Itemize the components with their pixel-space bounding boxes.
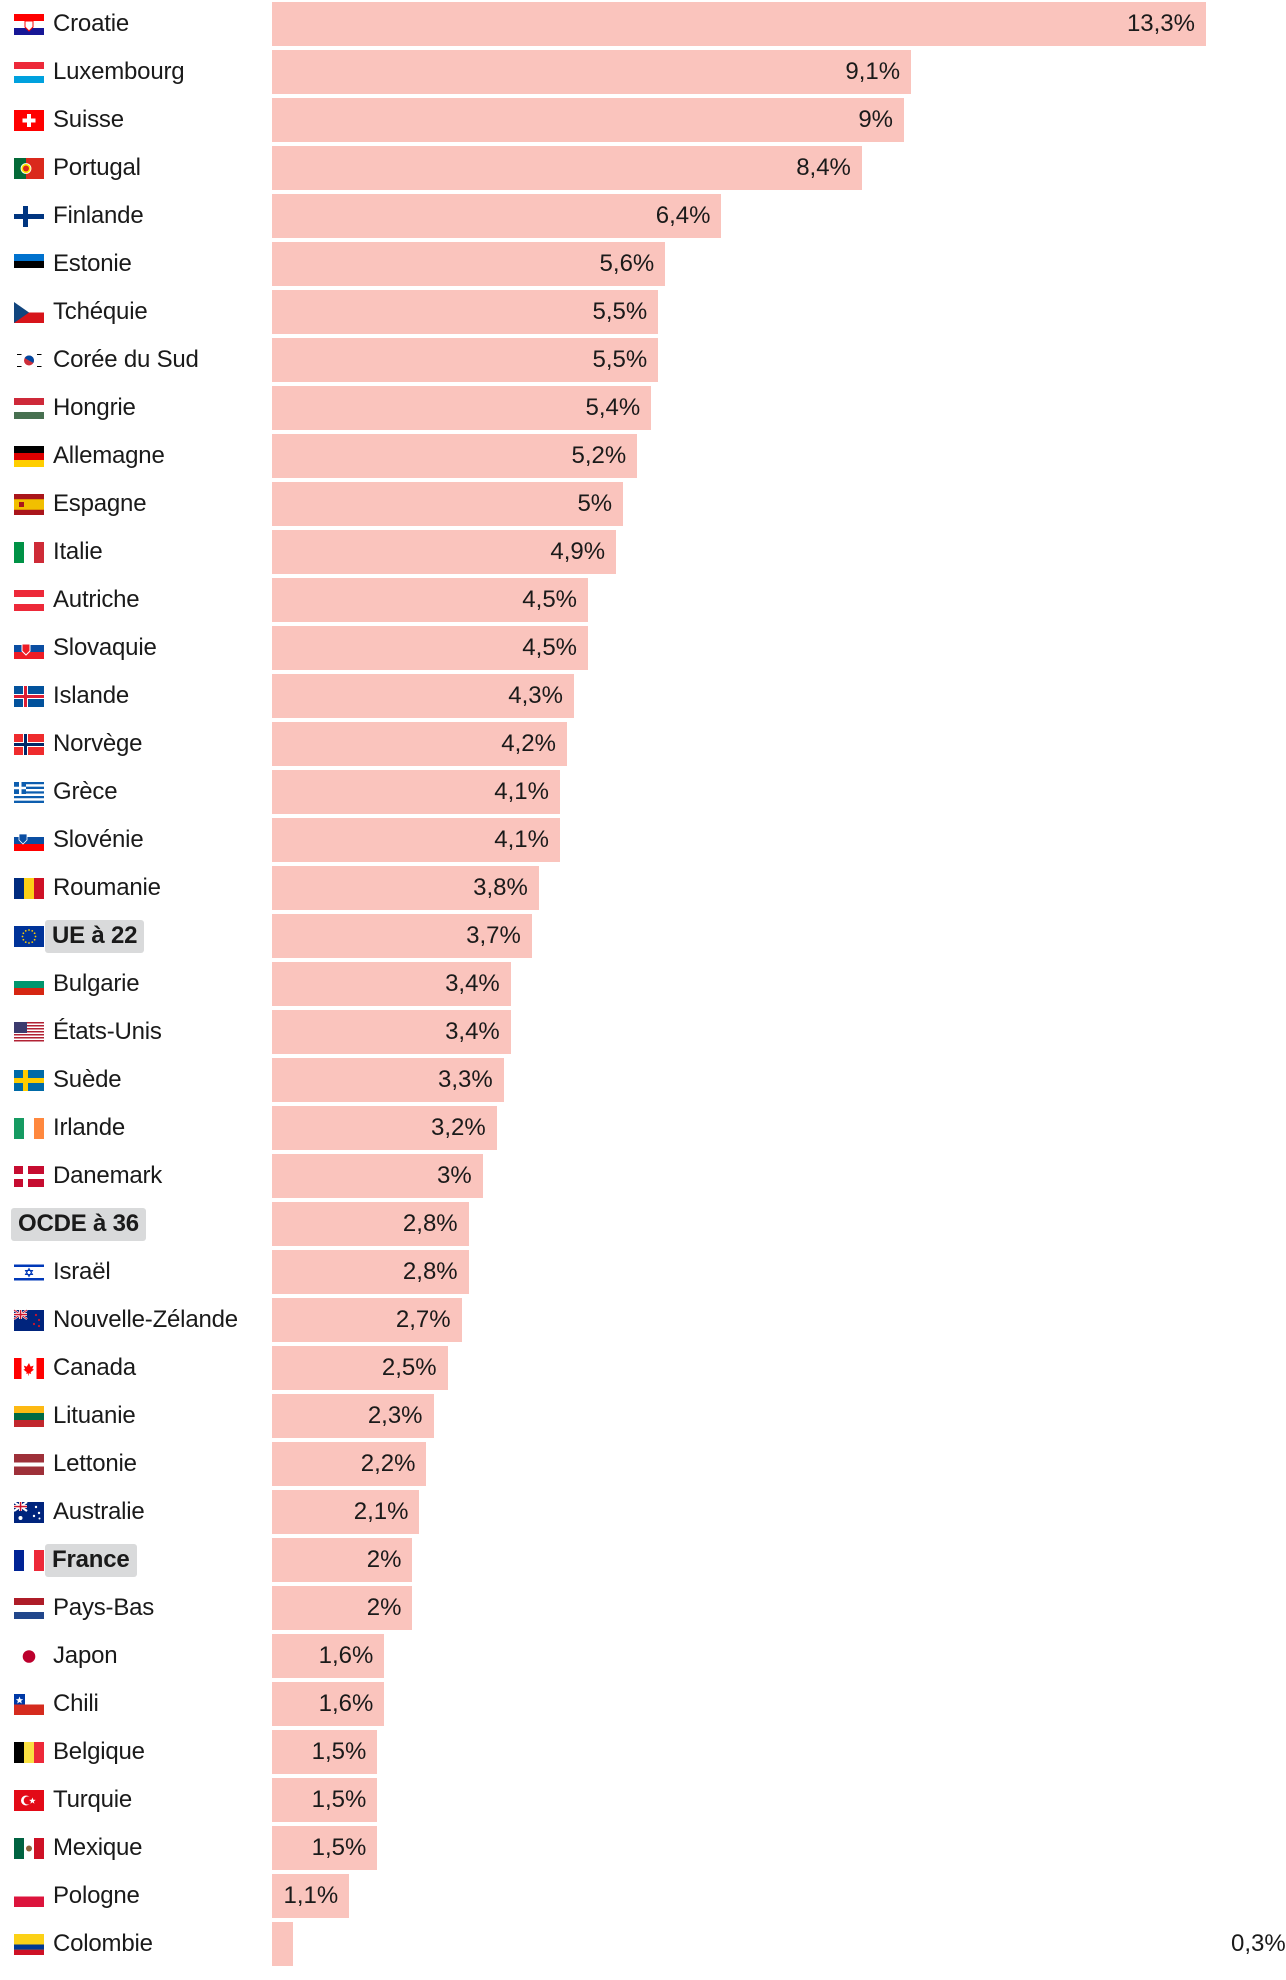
flag-suede-icon bbox=[14, 1070, 44, 1091]
bar-value-label: 8,4% bbox=[796, 154, 851, 181]
country-label-cell bbox=[0, 1354, 272, 1382]
flag-israel-icon bbox=[14, 1262, 44, 1283]
chart-row bbox=[0, 1872, 1220, 1920]
country-label-cell bbox=[0, 1018, 272, 1046]
flag-tchequie-icon bbox=[14, 302, 44, 323]
country-name: Belgique bbox=[53, 1738, 145, 1765]
chart-row bbox=[0, 1776, 1220, 1824]
flag-pologne-icon bbox=[14, 1886, 44, 1907]
bar-track bbox=[272, 816, 1220, 864]
flag-espagne-icon bbox=[14, 494, 44, 515]
bar bbox=[272, 818, 560, 862]
bar bbox=[272, 386, 651, 430]
bar-value-label: 3,3% bbox=[438, 1066, 493, 1093]
bar bbox=[272, 1346, 448, 1390]
bar-track bbox=[272, 240, 1220, 288]
flag-bulgarie-icon bbox=[14, 974, 44, 995]
chart-row bbox=[0, 1296, 1220, 1344]
bar bbox=[272, 1490, 419, 1534]
chart-row bbox=[0, 480, 1220, 528]
chart-row bbox=[0, 768, 1220, 816]
country-label-cell bbox=[0, 10, 272, 38]
flag-union-europeenne-icon bbox=[14, 926, 44, 947]
bar bbox=[272, 1922, 1286, 1966]
flag-hongrie-icon bbox=[14, 398, 44, 419]
bar bbox=[272, 338, 658, 382]
country-name: Corée du Sud bbox=[53, 346, 199, 373]
bar-track bbox=[272, 1440, 1220, 1488]
bar-track bbox=[272, 480, 1220, 528]
bar bbox=[272, 1730, 377, 1774]
country-label-cell bbox=[0, 730, 272, 758]
bar-track bbox=[272, 288, 1220, 336]
bar-value-label: 5,2% bbox=[571, 442, 627, 469]
country-name: Finlande bbox=[53, 202, 144, 229]
bar-track bbox=[272, 672, 1220, 720]
flag-japon-icon bbox=[14, 1646, 44, 1667]
bar bbox=[272, 674, 574, 718]
bar bbox=[272, 962, 511, 1006]
country-label-cell bbox=[0, 1498, 272, 1526]
bar bbox=[272, 194, 721, 238]
bar-track bbox=[272, 1824, 1220, 1872]
bar-track bbox=[272, 1872, 1220, 1920]
flag-etats-unis-icon bbox=[14, 1022, 44, 1043]
country-label-cell bbox=[0, 970, 272, 998]
bar-value-label: 2,7% bbox=[395, 1306, 451, 1333]
chart-row bbox=[0, 384, 1220, 432]
country-label-cell bbox=[0, 298, 272, 326]
country-name: Chili bbox=[53, 1690, 99, 1717]
bar-value-label: 3,4% bbox=[445, 1018, 500, 1045]
country-name: Hongrie bbox=[53, 394, 136, 421]
chart-row bbox=[0, 336, 1220, 384]
bar-track bbox=[272, 96, 1220, 144]
bar-track bbox=[272, 1632, 1220, 1680]
flag-mexique-icon bbox=[14, 1838, 44, 1859]
bar-track bbox=[272, 864, 1220, 912]
country-label-cell bbox=[0, 1162, 272, 1190]
flag-norvege-icon bbox=[14, 734, 44, 755]
chart-row bbox=[0, 240, 1220, 288]
chart-row bbox=[0, 1344, 1220, 1392]
bar-value-label: 3% bbox=[436, 1162, 472, 1189]
country-label-cell bbox=[0, 1402, 272, 1430]
bar-value-label: 2,3% bbox=[367, 1402, 423, 1429]
country-label-cell bbox=[0, 1834, 272, 1862]
bar-track bbox=[272, 1248, 1220, 1296]
bar-value-label: 9% bbox=[858, 106, 894, 133]
chart-row bbox=[0, 144, 1220, 192]
flag-autriche-icon bbox=[14, 590, 44, 611]
chart-row bbox=[0, 624, 1220, 672]
country-name: Canada bbox=[53, 1354, 136, 1381]
bar bbox=[272, 530, 616, 574]
country-label-cell bbox=[0, 1690, 272, 1718]
country-label-cell bbox=[0, 346, 272, 374]
chart-row bbox=[0, 672, 1220, 720]
bar-value-label: 2% bbox=[366, 1546, 402, 1573]
country-name: Lituanie bbox=[53, 1402, 136, 1429]
country-name: Irlande bbox=[53, 1114, 125, 1141]
country-label-cell bbox=[0, 394, 272, 422]
bar-track bbox=[272, 1200, 1220, 1248]
country-name: Espagne bbox=[53, 490, 147, 517]
bar bbox=[272, 1826, 377, 1870]
chart-row bbox=[0, 1248, 1220, 1296]
chart-row bbox=[0, 1920, 1286, 1968]
country-name: Estonie bbox=[53, 250, 132, 277]
bar bbox=[272, 626, 588, 670]
bar bbox=[272, 914, 532, 958]
bar bbox=[272, 1298, 462, 1342]
flag-irlande-icon bbox=[14, 1118, 44, 1139]
bar-track bbox=[272, 336, 1220, 384]
bar-value-label: 5% bbox=[577, 490, 613, 517]
country-name: Nouvelle-Zélande bbox=[53, 1306, 238, 1333]
country-name: Slovaquie bbox=[53, 634, 157, 661]
bar bbox=[272, 1394, 434, 1438]
bar-value-label: 3,4% bbox=[445, 970, 500, 997]
bar-track bbox=[272, 1344, 1220, 1392]
chart-row bbox=[0, 0, 1220, 48]
chart-row bbox=[0, 1056, 1220, 1104]
bar bbox=[272, 50, 911, 94]
flag-danemark-icon bbox=[14, 1166, 44, 1187]
chart-row bbox=[0, 288, 1220, 336]
country-name: Grèce bbox=[53, 778, 118, 805]
bar-value-label: 0,3% bbox=[1231, 1930, 1286, 1957]
bar-value-label: 2,1% bbox=[353, 1498, 409, 1525]
country-label-cell bbox=[0, 490, 272, 518]
bar-value-label: 1,6% bbox=[318, 1690, 374, 1717]
bar-value-label: 4,1% bbox=[494, 778, 549, 805]
bar-track bbox=[272, 1680, 1220, 1728]
bar bbox=[272, 1202, 469, 1246]
country-label-cell bbox=[0, 826, 272, 854]
bar-track bbox=[272, 432, 1220, 480]
flag-canada-icon bbox=[14, 1358, 44, 1379]
country-label-cell bbox=[0, 250, 272, 278]
country-name: Pologne bbox=[53, 1882, 140, 1909]
flag-italie-icon bbox=[14, 542, 44, 563]
bar bbox=[272, 1682, 384, 1726]
country-name: Islande bbox=[53, 682, 129, 709]
country-name: Italie bbox=[53, 538, 103, 565]
flag-croatie-icon bbox=[14, 14, 44, 35]
bar-track bbox=[272, 1008, 1220, 1056]
bar-value-label: 2% bbox=[366, 1594, 402, 1621]
country-name: Israël bbox=[53, 1258, 111, 1285]
country-name: Suède bbox=[53, 1066, 122, 1093]
bar-value-label: 1,1% bbox=[283, 1882, 339, 1909]
bar bbox=[272, 578, 588, 622]
chart-row bbox=[0, 1392, 1220, 1440]
chart-row bbox=[0, 48, 1220, 96]
bar bbox=[272, 770, 560, 814]
country-name: États-Unis bbox=[53, 1018, 162, 1045]
bar-value-label: 5,5% bbox=[592, 298, 648, 325]
chart-row bbox=[0, 816, 1220, 864]
country-label-cell bbox=[0, 1738, 272, 1766]
country-label-cell bbox=[0, 1066, 272, 1094]
chart-row bbox=[0, 432, 1220, 480]
country-name: Bulgarie bbox=[53, 970, 140, 997]
country-name: UE à 22 bbox=[45, 920, 144, 953]
country-name: Autriche bbox=[53, 586, 140, 613]
flag-nouvelle-zelande-icon bbox=[14, 1310, 44, 1331]
country-label-cell bbox=[0, 1258, 272, 1286]
bar-value-label: 3,7% bbox=[466, 922, 521, 949]
country-name: Suisse bbox=[53, 106, 124, 133]
bar bbox=[272, 1778, 377, 1822]
chart-row bbox=[0, 1632, 1220, 1680]
bar-value-label: 4,1% bbox=[494, 826, 549, 853]
bar bbox=[272, 1106, 497, 1150]
country-label-cell bbox=[0, 1114, 272, 1142]
bar bbox=[272, 866, 539, 910]
flag-slovenie-icon bbox=[14, 830, 44, 851]
bar-track bbox=[272, 960, 1220, 1008]
bar-value-label: 13,3% bbox=[1126, 10, 1195, 37]
bar bbox=[272, 290, 658, 334]
bar bbox=[272, 1538, 412, 1582]
bar-value-label: 4,9% bbox=[550, 538, 606, 565]
flag-luxembourg-icon bbox=[14, 62, 44, 83]
flag-belgique-icon bbox=[14, 1742, 44, 1763]
country-label-cell bbox=[0, 1594, 272, 1622]
bar bbox=[272, 1874, 349, 1918]
flag-grece-icon bbox=[14, 782, 44, 803]
bar bbox=[272, 1586, 412, 1630]
bar-track bbox=[272, 1584, 1220, 1632]
bar bbox=[272, 1058, 504, 1102]
flag-coree-du-sud-icon bbox=[14, 350, 44, 371]
country-label-cell bbox=[0, 586, 272, 614]
country-name: Norvège bbox=[53, 730, 143, 757]
bar-track bbox=[272, 1056, 1220, 1104]
bar bbox=[272, 1154, 483, 1198]
flag-lituanie-icon bbox=[14, 1406, 44, 1427]
country-name: Portugal bbox=[53, 154, 141, 181]
country-label-cell bbox=[0, 1306, 272, 1334]
country-label-cell bbox=[0, 682, 272, 710]
bar bbox=[272, 98, 904, 142]
flag-pays-bas-icon bbox=[14, 1598, 44, 1619]
bar-value-label: 4,5% bbox=[522, 586, 577, 613]
country-label-cell bbox=[0, 106, 272, 134]
bar bbox=[272, 242, 665, 286]
flag-colombie-icon bbox=[14, 1934, 44, 1955]
bar-track bbox=[272, 1296, 1220, 1344]
bar-track bbox=[272, 1392, 1220, 1440]
chart-row bbox=[0, 1728, 1220, 1776]
flag-suisse-icon bbox=[14, 110, 44, 131]
flag-turquie-icon bbox=[14, 1790, 44, 1811]
bar bbox=[272, 146, 862, 190]
bar-value-label: 2,8% bbox=[402, 1210, 458, 1237]
bar bbox=[272, 1250, 469, 1294]
bar-track bbox=[272, 1728, 1220, 1776]
bar-track bbox=[272, 0, 1220, 48]
bar bbox=[272, 1010, 511, 1054]
country-name: Allemagne bbox=[53, 442, 165, 469]
chart-row bbox=[0, 1824, 1220, 1872]
bar-track bbox=[272, 1536, 1220, 1584]
flag-slovaquie-icon bbox=[14, 638, 44, 659]
flag-estonie-icon bbox=[14, 254, 44, 275]
country-name: Australie bbox=[53, 1498, 145, 1525]
bar-track bbox=[272, 384, 1220, 432]
country-name: Danemark bbox=[53, 1162, 163, 1189]
country-name: Pays-Bas bbox=[53, 1594, 155, 1621]
bar-track bbox=[272, 624, 1220, 672]
country-label-cell bbox=[0, 874, 272, 902]
chart-row bbox=[0, 1680, 1220, 1728]
chart-row bbox=[0, 1200, 1220, 1248]
bar-value-label: 4,2% bbox=[501, 730, 556, 757]
bar-value-label: 2,8% bbox=[402, 1258, 458, 1285]
flag-finlande-icon bbox=[14, 206, 44, 227]
bar-track bbox=[272, 1104, 1220, 1152]
chart-row bbox=[0, 528, 1220, 576]
country-name: Slovénie bbox=[53, 826, 144, 853]
country-label-cell bbox=[0, 1642, 272, 1670]
country-name: Turquie bbox=[53, 1786, 133, 1813]
chart-row bbox=[0, 1536, 1220, 1584]
bar-track bbox=[272, 576, 1220, 624]
country-label-cell bbox=[0, 1930, 272, 1958]
country-label-cell bbox=[0, 1208, 272, 1241]
bar-value-label: 1,6% bbox=[318, 1642, 374, 1669]
bar-value-label: 3,2% bbox=[431, 1114, 486, 1141]
flag-allemagne-icon bbox=[14, 446, 44, 467]
country-label-cell bbox=[0, 1544, 272, 1577]
bar-track bbox=[272, 1776, 1220, 1824]
flag-roumanie-icon bbox=[14, 878, 44, 899]
bar-value-label: 3,8% bbox=[473, 874, 528, 901]
chart-row bbox=[0, 1152, 1220, 1200]
country-name: Japon bbox=[53, 1642, 118, 1669]
bar-track bbox=[272, 528, 1220, 576]
chart-row bbox=[0, 912, 1220, 960]
bar-value-label: 5,6% bbox=[599, 250, 655, 277]
country-name: Croatie bbox=[53, 10, 129, 37]
chart-row bbox=[0, 1584, 1220, 1632]
country-name: Mexique bbox=[53, 1834, 143, 1861]
bar-track bbox=[272, 1920, 1286, 1968]
flag-portugal-icon bbox=[14, 158, 44, 179]
bar bbox=[272, 722, 567, 766]
bar-track bbox=[272, 1152, 1220, 1200]
bar bbox=[272, 2, 1206, 46]
country-name: OCDE à 36 bbox=[11, 1208, 146, 1241]
bar-track bbox=[272, 912, 1220, 960]
country-label-cell bbox=[0, 634, 272, 662]
country-label-cell bbox=[0, 1786, 272, 1814]
bar-value-label: 5,5% bbox=[592, 346, 648, 373]
bar bbox=[272, 1442, 426, 1486]
bar-track bbox=[272, 48, 1220, 96]
bar-value-label: 1,5% bbox=[311, 1786, 367, 1813]
country-label-cell bbox=[0, 920, 272, 953]
chart-row bbox=[0, 1488, 1220, 1536]
bar-value-label: 6,4% bbox=[655, 202, 711, 229]
country-label-cell bbox=[0, 202, 272, 230]
country-name: France bbox=[45, 1544, 137, 1577]
bar-value-label: 5,4% bbox=[585, 394, 641, 421]
bar-value-label: 4,5% bbox=[522, 634, 577, 661]
chart-row bbox=[0, 864, 1220, 912]
country-label-cell bbox=[0, 58, 272, 86]
flag-chili-icon bbox=[14, 1694, 44, 1715]
chart-row bbox=[0, 1008, 1220, 1056]
bar-track bbox=[272, 1488, 1220, 1536]
chart-row bbox=[0, 192, 1220, 240]
bar-value-label: 2,5% bbox=[381, 1354, 437, 1381]
bar bbox=[272, 434, 637, 478]
chart-row bbox=[0, 576, 1220, 624]
country-label-cell bbox=[0, 1450, 272, 1478]
flag-islande-icon bbox=[14, 686, 44, 707]
country-name: Luxembourg bbox=[53, 58, 185, 85]
country-name: Colombie bbox=[53, 1930, 153, 1957]
country-label-cell bbox=[0, 538, 272, 566]
chart-row bbox=[0, 960, 1220, 1008]
bar-track bbox=[272, 720, 1220, 768]
bar-track bbox=[272, 192, 1220, 240]
bar-value-label: 1,5% bbox=[311, 1738, 367, 1765]
bar bbox=[272, 482, 623, 526]
chart-row bbox=[0, 720, 1220, 768]
country-name: Lettonie bbox=[53, 1450, 137, 1477]
country-name: Tchéquie bbox=[53, 298, 148, 325]
flag-france-icon bbox=[14, 1550, 44, 1571]
flag-lettonie-icon bbox=[14, 1454, 44, 1475]
country-label-cell bbox=[0, 442, 272, 470]
country-label-cell bbox=[0, 778, 272, 806]
bar-track bbox=[272, 144, 1220, 192]
country-label-cell bbox=[0, 154, 272, 182]
flag-australie-icon bbox=[14, 1502, 44, 1523]
country-label-cell bbox=[0, 1882, 272, 1910]
country-name: Roumanie bbox=[53, 874, 161, 901]
chart-row bbox=[0, 96, 1220, 144]
bar-track bbox=[272, 768, 1220, 816]
bar-value-label: 4,3% bbox=[508, 682, 563, 709]
chart-row bbox=[0, 1440, 1220, 1488]
bar-value-label: 9,1% bbox=[845, 58, 901, 85]
chart-row bbox=[0, 1104, 1220, 1152]
bar bbox=[272, 1634, 384, 1678]
bar-value-label: 2,2% bbox=[360, 1450, 416, 1477]
bar-value-label: 1,5% bbox=[311, 1834, 367, 1861]
